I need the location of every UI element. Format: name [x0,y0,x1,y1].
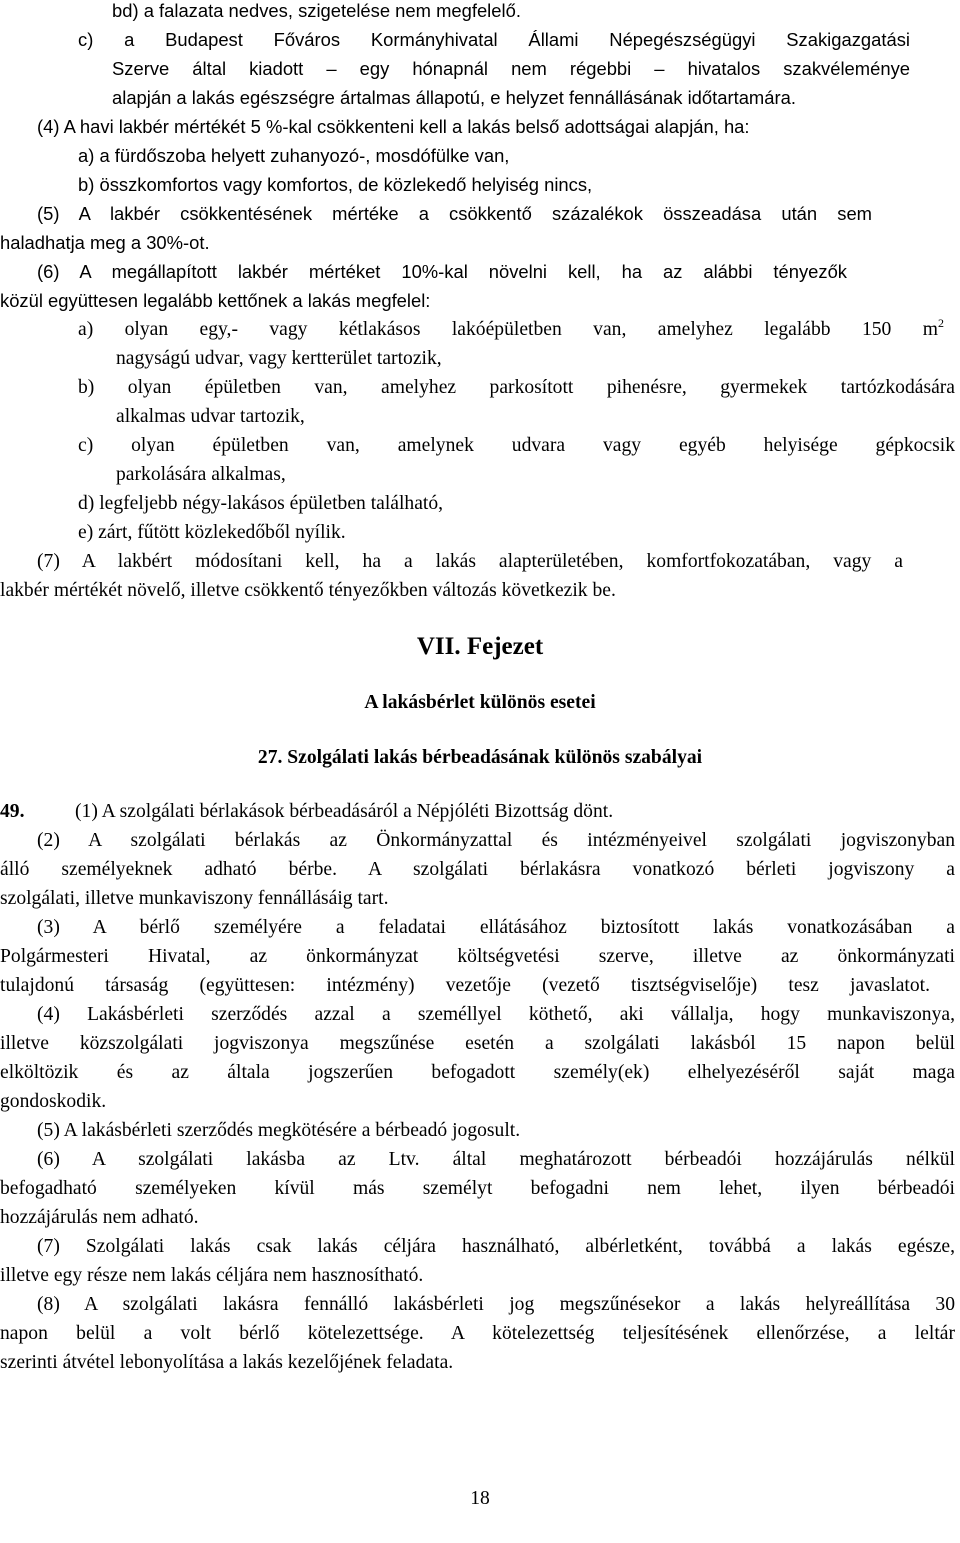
paragraph-49-2: (2) A szolgálati bérlakás az Önkormányzattal és intézményeivel szolgálati jogviszonyban [37,830,955,851]
superscript-2: 2 [938,316,944,330]
paragraph-5: (5) A lakbér csökkentésének mértéke a csökkentő százalékok összeadása után sem [37,203,872,224]
paragraph-49-4-cont-2: elköltözik és az általa jogszerűen befogadott személy(ek) elhelyezéséről saját maga [0,1062,955,1083]
paragraph-49-4-cont-3: gondoskodik. [0,1091,107,1112]
paragraph-49-6-cont-1: befogadható személyeken kívül más személyt befogadni nem lehet, ilyen bérbeadói [0,1178,955,1199]
paragraph-49-8-cont-2: szerinti átvétel lebonyolítása a lakás kezelőjének feladata. [0,1352,454,1373]
paragraph-49-1: (1) A szolgálati bérlakások bérbeadásáról a Népjóléti Bizottság dönt. [75,801,614,822]
paragraph-49-4-cont-1: illetve közszolgálati jogviszonya megszűnése esetén a szolgálati lakásból 15 napon belül [0,1033,955,1054]
list-item-6a: a) olyan egy,- vagy kétlakásos lakóépületben van, amelyhez legalább 150 $m^2$ [78,316,944,340]
paragraph-6: (6) A megállapított lakbér mértéket 10%-kal növelni kell, ha az alábbi tényezők [37,261,847,282]
list-item-6c-cont: parkolására alkalmas, [116,464,286,485]
list-item-c-cont-2: alapján a lakás egészségre ártalmas állapotú, e helyzet fennállásának időtartamára. [112,87,796,108]
list-item-4b: b) összkomfortos vagy komfortos, de közlekedő helyiség nincs, [78,174,593,195]
list-item-6c: c) olyan épületben van, amelynek udvara vagy egyéb helyisége gépkocsik [78,435,955,456]
list-item-4a: a) a fürdőszoba helyett zuhanyozó-, mosdófülke van, [78,145,510,166]
paragraph-49-3-cont-1: Polgármesteri Hivatal, az önkormányzat költségvetési szerve, illetve az önkormányzati [0,946,955,967]
paragraph-6-cont: közül együttesen legalább kettőnek a lakás megfelel: [0,290,431,311]
section-title: 27. Szolgálati lakás bérbeadásának különös szabályai [257,747,703,768]
chapter-subtitle: A lakásbérlet különös esetei [364,692,596,713]
paragraph-5-cont: haladhatja meg a 30%-ot. [0,232,210,253]
paragraph-49-4: (4) Lakásbérleti szerződés azzal a személlyel köthető, aki vállalja, hogy munkaviszonya, [37,1004,955,1025]
list-item-6b-cont: alkalmas udvar tartozik, [116,406,305,427]
paragraph-7-cont: lakbér mértékét növelő, illetve csökkentő tényezőkben változás következik be. [0,580,616,601]
paragraph-49-8: (8) A szolgálati lakásra fennálló lakásbérleti jog megszűnésekor a lakás helyreállítása 30 [37,1294,955,1315]
paragraph-49-7-cont: illetve egy része nem lakás céljára nem hasznosítható. [0,1265,424,1286]
paragraph-49-6-cont-2: hozzájárulás nem adható. [0,1207,199,1228]
chapter-title: VII. Fejezet [416,633,544,660]
paragraph-49-6: (6) A szolgálati lakásba az Ltv. által meghatározott bérbeadói hozzájárulás nélkül [37,1149,955,1170]
list-item-6a-cont: nagyságú udvar, vagy kertterület tartozik, [116,348,442,369]
list-item-6e: e) zárt, fűtött közlekedőből nyílik. [78,522,346,543]
paragraph-49-7: (7) Szolgálati lakás csak lakás céljára használható, albérletként, továbbá a lakás egésze, [37,1236,955,1257]
list-item-c-cont-1: Szerve által kiadott – egy hónapnál nem régebbi – hivatalos szakvéleménye [112,58,910,79]
paragraph-number: 49. [0,801,25,822]
paragraph-49-3: (3) A bérlő személyére a feladatai ellátásához biztosított lakás vonatkozásában a [37,917,955,938]
paragraph-49-5: (5) A lakásbérleti szerződés megkötésére a bérbeadó jogosult. [37,1120,521,1141]
page-number: 18 [470,1488,490,1509]
list-item-c: c) a Budapest Főváros Kormányhivatal Állami Népegészségügyi Szakigazgatási [78,29,910,50]
paragraph-49-3-cont-2: tulajdonú társaság (együttesen: intézmény) vezetője (vezető tisztségviselője) tesz javaslatot. [0,975,930,996]
paragraph-49-2-cont-2: szolgálati, illetve munkaviszony fennállásáig tart. [0,888,389,909]
paragraph-49-2-cont-1: álló személyeknek adható bérbe. A szolgálati bérlakásra vonatkozó bérleti jogviszony a [0,859,955,880]
paragraph-4: (4) A havi lakbér mértékét 5 %-kal csökkenteni kell a lakás belső adottságai alapján, ha: [37,116,750,137]
list-item-6d: d) legfeljebb négy-lakásos épületben található, [78,493,444,514]
list-item-6b: b) olyan épületben van, amelyhez parkosított pihenésre, gyermekek tartózkodására [78,377,955,398]
paragraph-7: (7) A lakbért módosítani kell, ha a lakás alapterületében, komfortfokozatában, vagy a [37,551,903,572]
list-item-bd: bd) a falazata nedves, szigetelése nem megfelelő. [112,0,521,21]
paragraph-49-8-cont-1: napon belül a volt bérlő kötelezettsége. A kötelezettség teljesítésének ellenőrzése, a leltár [0,1323,955,1344]
